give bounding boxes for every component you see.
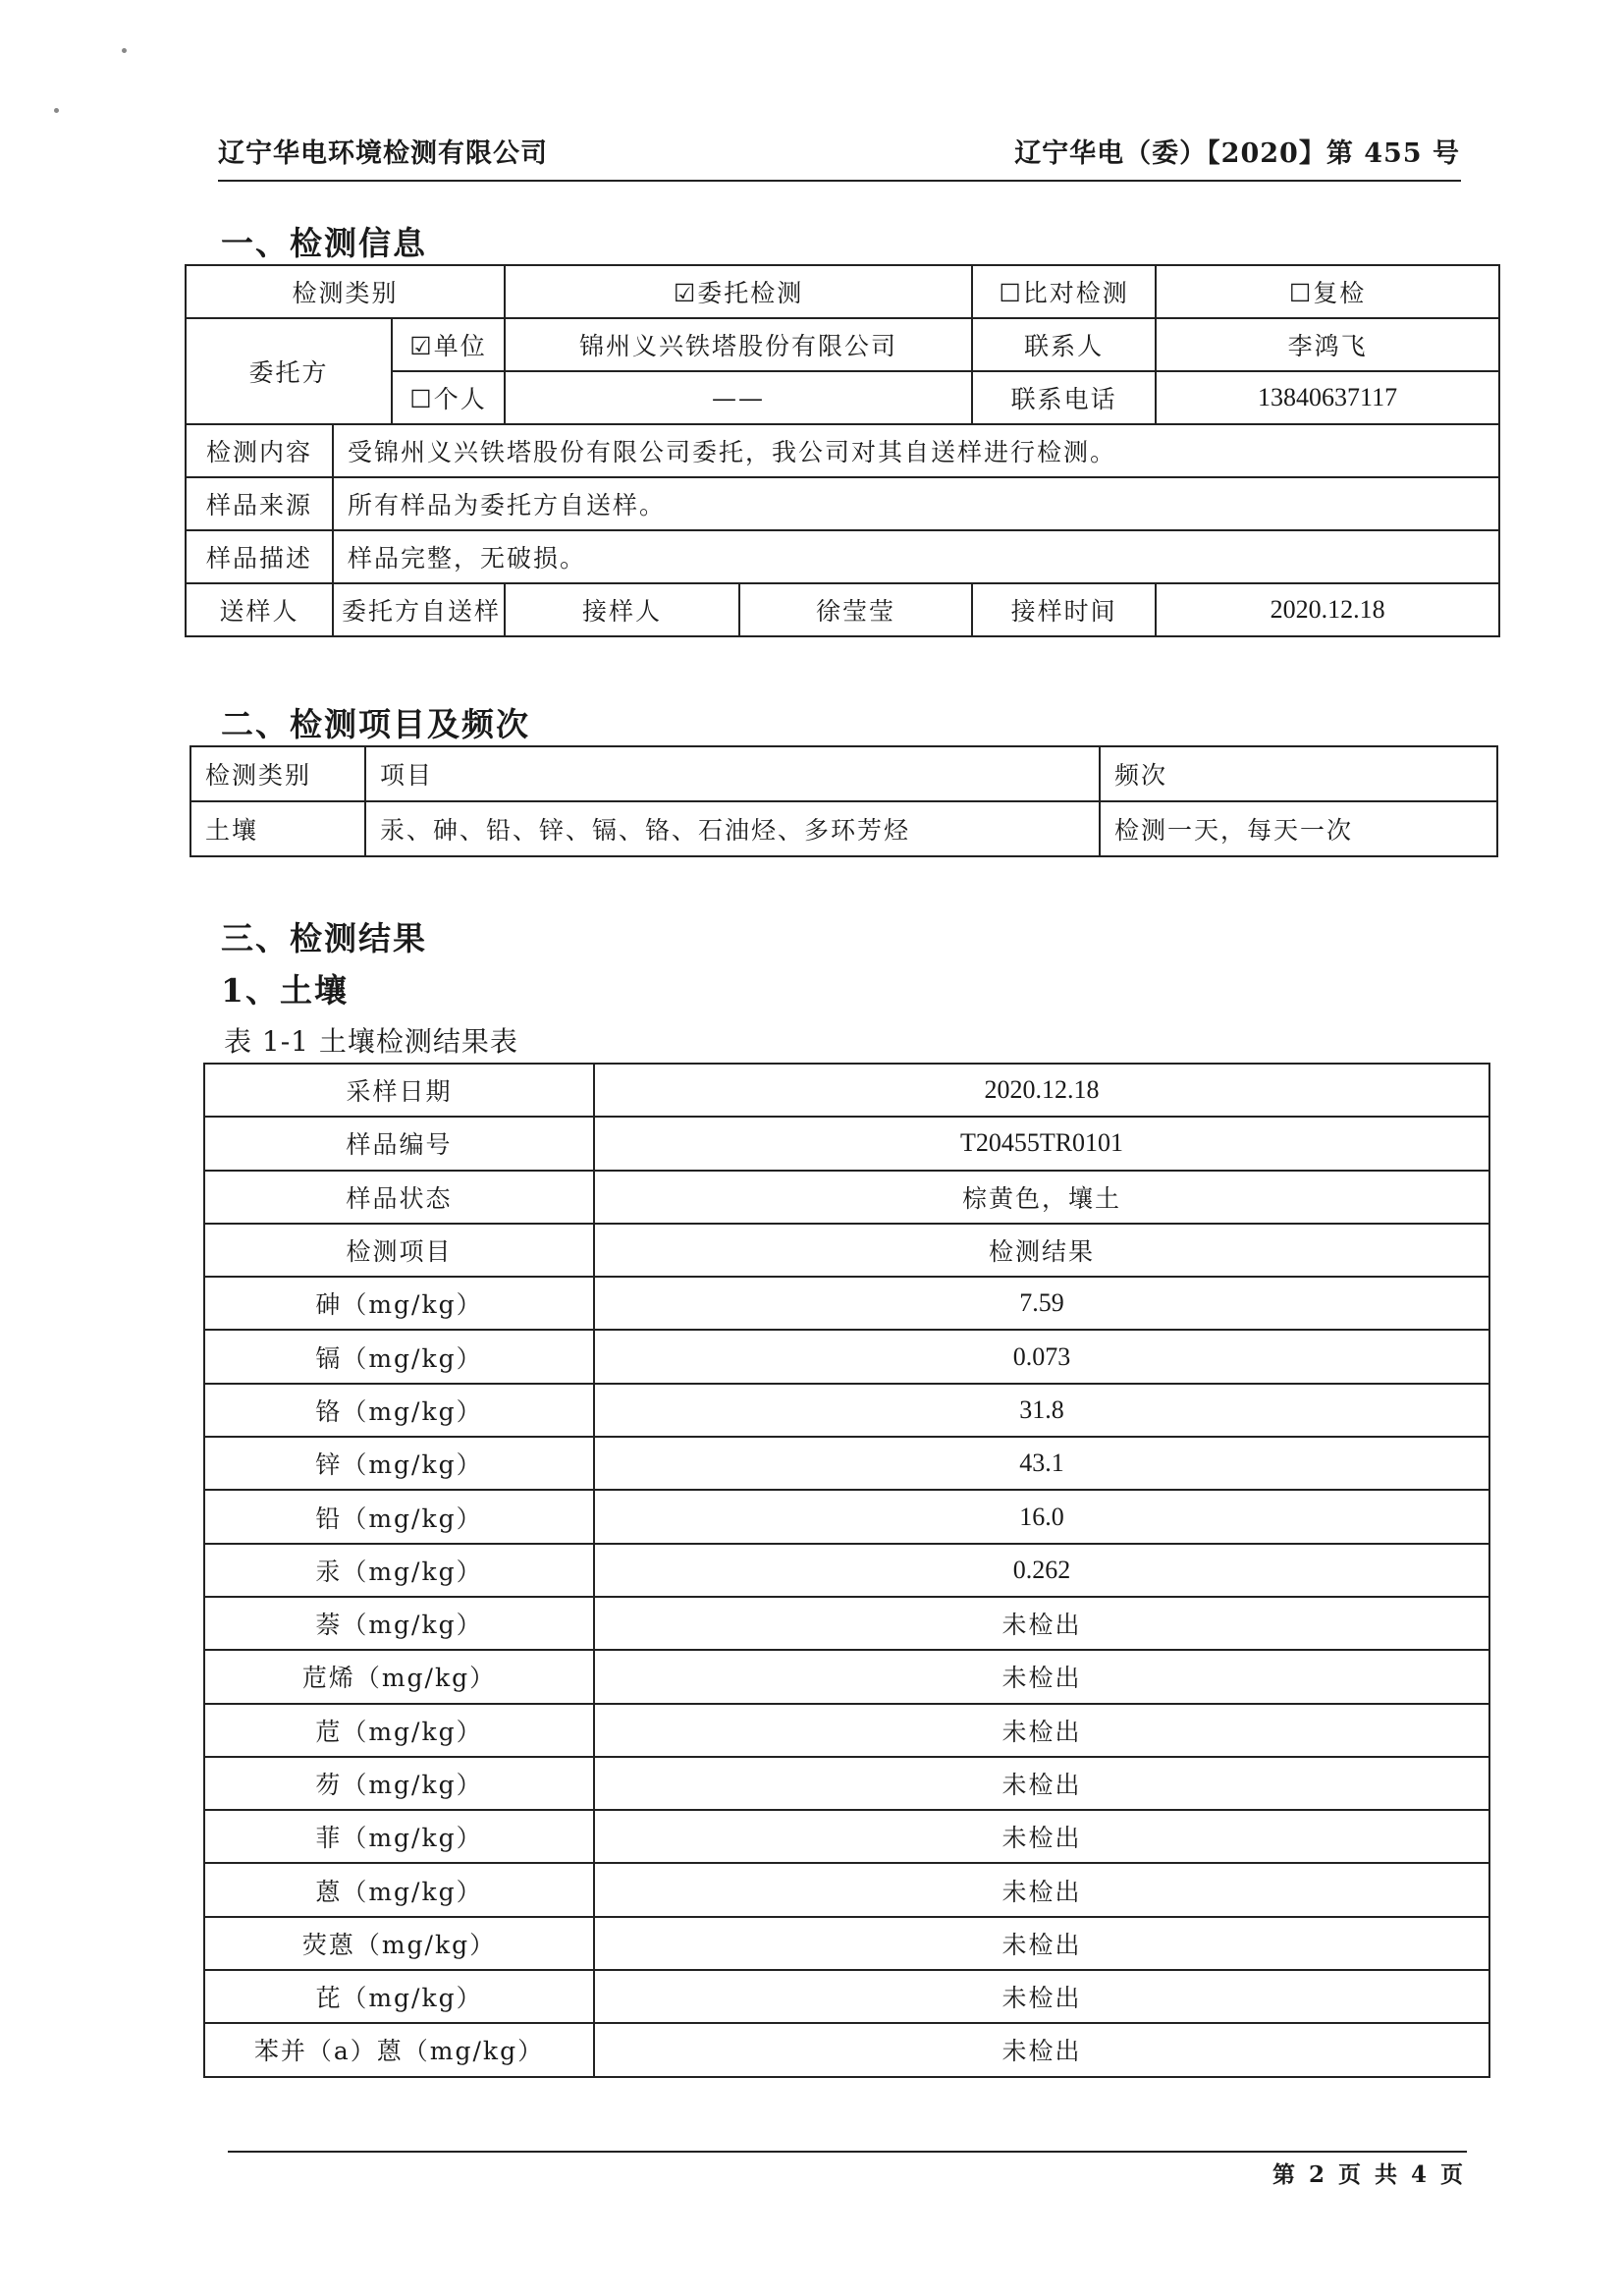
soil-results-body xyxy=(204,1064,1489,2077)
items-header-row xyxy=(190,746,1497,801)
receive-time-value: 2020.12.18 xyxy=(1156,583,1499,636)
description-value: 样品完整，无破损。 xyxy=(333,530,1499,583)
phone-label: 联系电话 xyxy=(972,371,1156,424)
person-name: —— xyxy=(505,371,972,424)
result-row xyxy=(204,1384,1489,1437)
result-value: T20455TR0101 xyxy=(594,1117,1489,1170)
source-label: 样品来源 xyxy=(186,477,333,530)
items-header-frequency: 频次 xyxy=(1100,746,1497,801)
result-row xyxy=(204,1171,1489,1224)
result-item: 铬（mg/kg） xyxy=(204,1384,594,1437)
result-item: 采样日期 xyxy=(204,1064,594,1117)
result-row xyxy=(204,1490,1489,1543)
result-item: 镉（mg/kg） xyxy=(204,1330,594,1383)
result-value: 未检出 xyxy=(594,1917,1489,1970)
receiver-value: 徐莹莹 xyxy=(739,583,972,636)
result-value: 43.1 xyxy=(594,1437,1489,1490)
footer-rule xyxy=(228,2151,1467,2153)
description-row xyxy=(186,530,1499,583)
items-category: 土壤 xyxy=(190,801,365,856)
items-data-row xyxy=(190,801,1497,856)
source-value: 所有样品为委托方自送样。 xyxy=(333,477,1499,530)
result-item: 铅（mg/kg） xyxy=(204,1490,594,1543)
result-value: 未检出 xyxy=(594,2023,1489,2076)
soil-results-table xyxy=(203,1063,1490,2078)
result-item: 苊（mg/kg） xyxy=(204,1704,594,1757)
result-row xyxy=(204,1704,1489,1757)
content-value: 受锦州义兴铁塔股份有限公司委托，我公司对其自送样进行检测。 xyxy=(333,424,1499,477)
items-list: 汞、砷、铅、锌、镉、铬、石油烃、多环芳烃 xyxy=(365,801,1100,856)
result-row xyxy=(204,1757,1489,1810)
result-value: 检测结果 xyxy=(594,1224,1489,1277)
result-row xyxy=(204,1117,1489,1170)
result-row xyxy=(204,1863,1489,1916)
result-item: 样品状态 xyxy=(204,1171,594,1224)
result-value: 未检出 xyxy=(594,1970,1489,2023)
result-row xyxy=(204,1597,1489,1650)
result-row xyxy=(204,1810,1489,1863)
items-frequency-table xyxy=(189,745,1498,857)
result-row xyxy=(204,1224,1489,1277)
person-option: ☐个人 xyxy=(392,371,505,424)
scan-speck xyxy=(54,108,59,113)
result-value: 2020.12.18 xyxy=(594,1064,1489,1117)
result-row xyxy=(204,1970,1489,2023)
result-item: 苯并（a）蒽（mg/kg） xyxy=(204,2023,594,2076)
result-row xyxy=(204,1650,1489,1703)
result-value: 未检出 xyxy=(594,1757,1489,1810)
option-compare: ☐比对检测 xyxy=(972,265,1156,318)
receiver-label: 接样人 xyxy=(505,583,739,636)
result-value: 未检出 xyxy=(594,1650,1489,1703)
result-item: 锌（mg/kg） xyxy=(204,1437,594,1490)
section1-title: 一、检测信息 xyxy=(221,224,427,262)
content-label: 检测内容 xyxy=(186,424,333,477)
receive-time-label: 接样时间 xyxy=(972,583,1156,636)
items-frequency: 检测一天，每天一次 xyxy=(1100,801,1497,856)
result-value: 0.262 xyxy=(594,1544,1489,1597)
client-unit-row xyxy=(186,318,1499,371)
description-label: 样品描述 xyxy=(186,530,333,583)
result-item: 芘（mg/kg） xyxy=(204,1970,594,2023)
category-label: 检测类别 xyxy=(186,265,505,318)
result-item: 样品编号 xyxy=(204,1117,594,1170)
result-item: 荧蒽（mg/kg） xyxy=(204,1917,594,1970)
client-label: 委托方 xyxy=(186,318,392,424)
unit-option: ☑单位 xyxy=(392,318,505,371)
sender-label: 送样人 xyxy=(186,583,333,636)
result-row xyxy=(204,1544,1489,1597)
result-value: 未检出 xyxy=(594,1810,1489,1863)
detection-info-table xyxy=(185,264,1500,637)
result-item: 苊烯（mg/kg） xyxy=(204,1650,594,1703)
section2-title: 二、检测项目及频次 xyxy=(221,705,530,743)
items-header-category: 检测类别 xyxy=(190,746,365,801)
table-caption: 表 1-1 土壤检测结果表 xyxy=(224,1025,518,1058)
result-item: 芴（mg/kg） xyxy=(204,1757,594,1810)
contact-label: 联系人 xyxy=(972,318,1156,371)
result-value: 16.0 xyxy=(594,1490,1489,1543)
option-recheck: ☐复检 xyxy=(1156,265,1499,318)
content-row xyxy=(186,424,1499,477)
result-value: 未检出 xyxy=(594,1704,1489,1757)
source-row xyxy=(186,477,1499,530)
result-value: 0.073 xyxy=(594,1330,1489,1383)
report-number: 辽宁华电（委）【2020】第 455 号 xyxy=(1014,138,1460,169)
result-value: 未检出 xyxy=(594,1597,1489,1650)
result-item: 萘（mg/kg） xyxy=(204,1597,594,1650)
result-row xyxy=(204,1437,1489,1490)
result-row xyxy=(204,1330,1489,1383)
header-rule xyxy=(218,180,1461,182)
sample-transfer-row xyxy=(186,583,1499,636)
result-item: 汞（mg/kg） xyxy=(204,1544,594,1597)
result-item: 砷（mg/kg） xyxy=(204,1277,594,1330)
option-commission: ☑委托检测 xyxy=(505,265,972,318)
contact-name: 李鸿飞 xyxy=(1156,318,1499,371)
result-value: 未检出 xyxy=(594,1863,1489,1916)
items-header-item: 项目 xyxy=(365,746,1100,801)
result-value: 7.59 xyxy=(594,1277,1489,1330)
result-item: 检测项目 xyxy=(204,1224,594,1277)
result-row xyxy=(204,1064,1489,1117)
section3-title: 三、检测结果 xyxy=(221,919,427,957)
result-row xyxy=(204,1917,1489,1970)
category-row xyxy=(186,265,1499,318)
result-row xyxy=(204,1277,1489,1330)
page-number: 第 2 页 共 4 页 xyxy=(1271,2161,1466,2188)
company-name: 辽宁华电环境检测有限公司 xyxy=(218,138,548,169)
result-item: 菲（mg/kg） xyxy=(204,1810,594,1863)
result-item: 蒽（mg/kg） xyxy=(204,1863,594,1916)
phone-number: 13840637117 xyxy=(1156,371,1499,424)
unit-name: 锦州义兴铁塔股份有限公司 xyxy=(505,318,972,371)
result-row xyxy=(204,2023,1489,2076)
result-value: 31.8 xyxy=(594,1384,1489,1437)
section3-subtitle: 1、土壤 xyxy=(221,971,349,1010)
scan-speck xyxy=(122,48,127,53)
result-value: 棕黄色，壤土 xyxy=(594,1171,1489,1224)
sender-value: 委托方自送样 xyxy=(333,583,505,636)
